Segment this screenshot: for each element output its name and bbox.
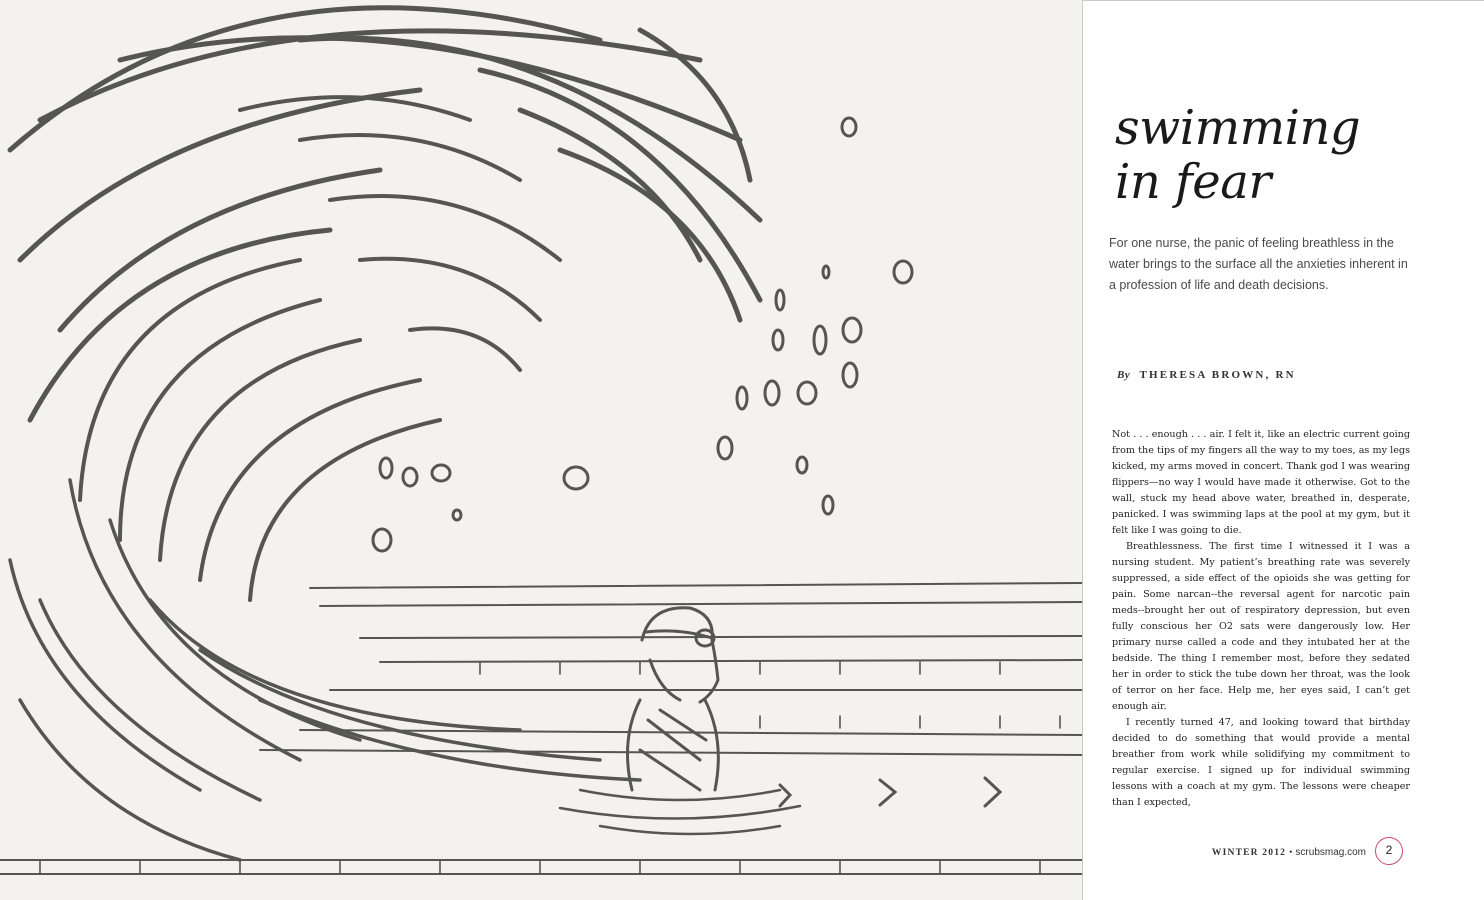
article-body [1112, 427, 1410, 811]
site-link[interactable]: scrubsmag.com [1295, 847, 1366, 858]
title-line-1: swimming [1115, 100, 1361, 156]
water-ripples [560, 790, 800, 834]
swimmer-figure [628, 608, 719, 790]
article-deck: For one nurse, the panic of feeling breathless in the water brings to the surface all the anxieties inherent in a profession of life and death decisions. [1109, 236, 1408, 292]
issue-separator: • [1289, 848, 1293, 858]
wave-base-strokes [10, 480, 640, 860]
lane-rope-ticks [40, 662, 1060, 874]
wave-outer-strokes [10, 8, 760, 420]
title-line-2: in fear [1115, 154, 1271, 210]
water-wake-marks [780, 778, 1000, 806]
article-page [1082, 0, 1484, 900]
author-name: THERESA BROWN, RN [1139, 369, 1296, 381]
wave-curl-strokes [80, 97, 560, 600]
issue-line [1212, 847, 1366, 858]
page-number: 2 [1375, 837, 1403, 865]
byline-prefix: By [1117, 369, 1131, 381]
page-footer [1211, 837, 1463, 869]
article-title [1115, 101, 1455, 209]
body-paragraph: I recently turned 47, and looking toward that birthday decided to do something that would provide a mental breather from work while solidifying my commitment to regular exercise. I signed up for individual swimming lessons with a coach at my gym. The lessons were cheaper than I expected, [1112, 717, 1410, 808]
body-paragraph: Not . . . enough . . . air. I felt it, like an electric current going from the tips of my fingers all the way to my toes, as my legs kicked, my arms moved in concert. Thank god I was wearing flippers—no way I would have made it otherwise. Got to the wall, stuck my head above water, breathed in, desperate, panicked. I was swimming laps at the pool at my gym, but it felt like I was going to die. [1112, 429, 1410, 536]
issue-season: WINTER 2012 [1211, 848, 1287, 858]
byline [1117, 369, 1296, 381]
body-paragraph: Breathlessness. The first time I witnessed it I was a nursing student. My patient’s breathing rate was severely suppressed, a side effect of the opioids she was getting for pain. Some narcan--the reversal agent for narcotic pain meds--brought her out of respiratory depression, but even fully conscious her O2 sats were dangerously low. Her primary nurse called a code and they intubated her at the bedside. The thing I remember most, before they sedated her in order to stick the tube down her throat, was the look of terror on her face. Help me, her eyes said, I can’t get enough air. [1112, 541, 1410, 712]
